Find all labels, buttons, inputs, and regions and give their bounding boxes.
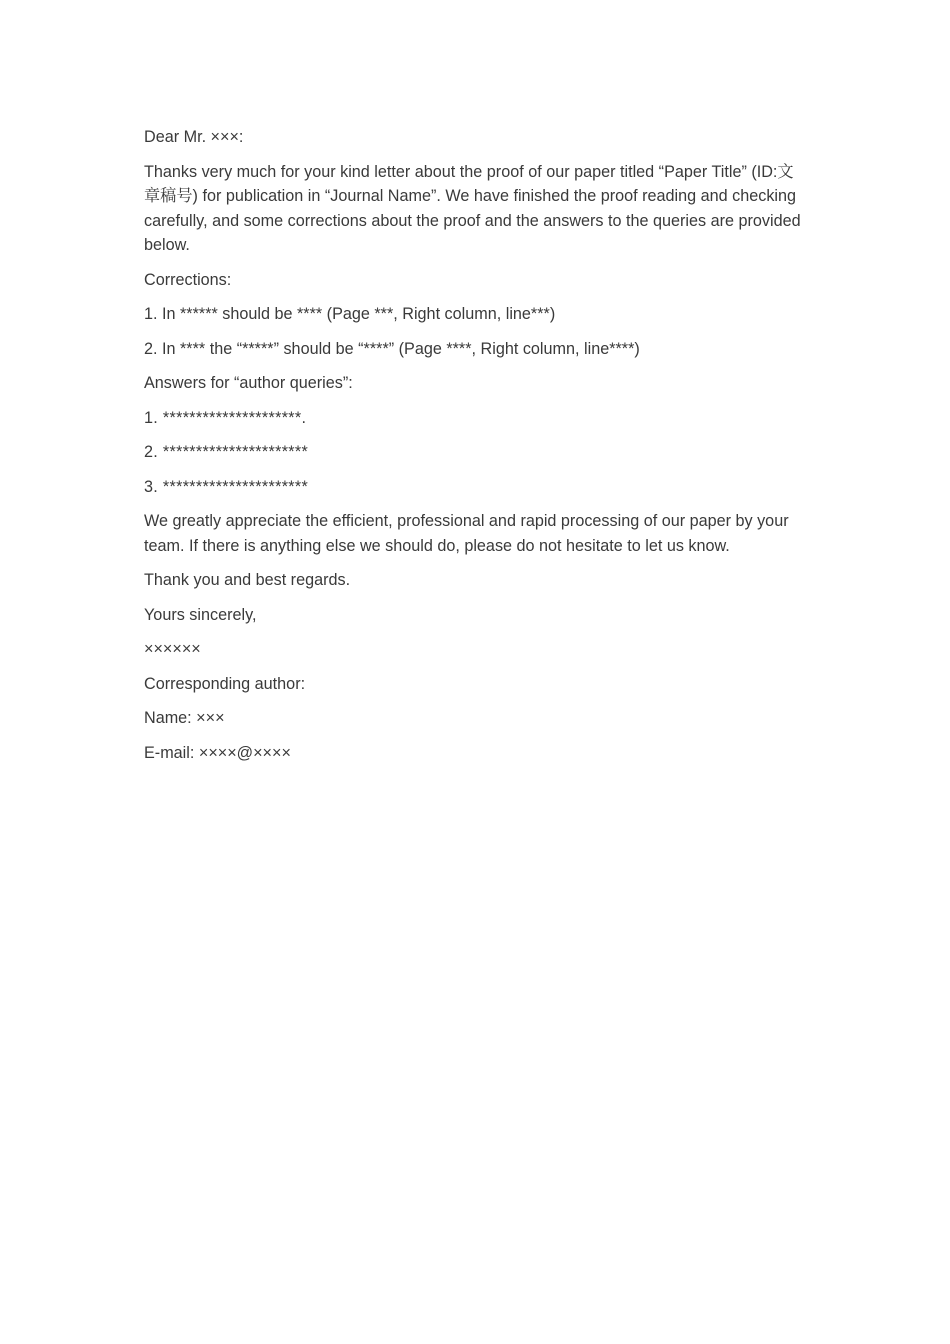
- author-email: E-mail: ××××@××××: [144, 743, 291, 762]
- corresponding-author-heading: Corresponding author:: [144, 674, 306, 693]
- query-answer-3: 3. **********************: [144, 477, 309, 496]
- thanks-line: Thank you and best regards.: [144, 571, 351, 589]
- salutation: Dear Mr. ×××:: [144, 128, 244, 146]
- appreciation-paragraph: We greatly appreciate the efficient, professional and rapid processing of our paper by your team. If there is anything else we should do, please do not hesitate to let us know.: [144, 512, 794, 555]
- correction-item-1: 1. In ****** should be **** (Page ***, Right column, line***): [144, 305, 556, 323]
- corrections-heading: Corrections:: [144, 270, 232, 289]
- signature: ××××××: [144, 640, 201, 658]
- closing-line: Yours sincerely,: [144, 605, 257, 624]
- author-name: Name: ×××: [144, 709, 225, 727]
- query-answer-1: 1. *********************.: [144, 408, 307, 427]
- queries-heading: Answers for “author queries”:: [144, 374, 353, 392]
- intro-paragraph: Thanks very much for your kind letter about the proof of our paper titled “Paper Title” (ID:文章稿号) for publication in “Journal Name”. We have finished the proof reading and checking carefully, and some corrections about the proof and the answers to the queries are provided below.: [144, 162, 806, 254]
- letter-body: [144, 125, 804, 775]
- correction-item-2: 2. In **** the “*****” should be “****” (Page ****, Right column, line****): [144, 339, 640, 358]
- query-answer-2: 2. **********************: [144, 443, 309, 461]
